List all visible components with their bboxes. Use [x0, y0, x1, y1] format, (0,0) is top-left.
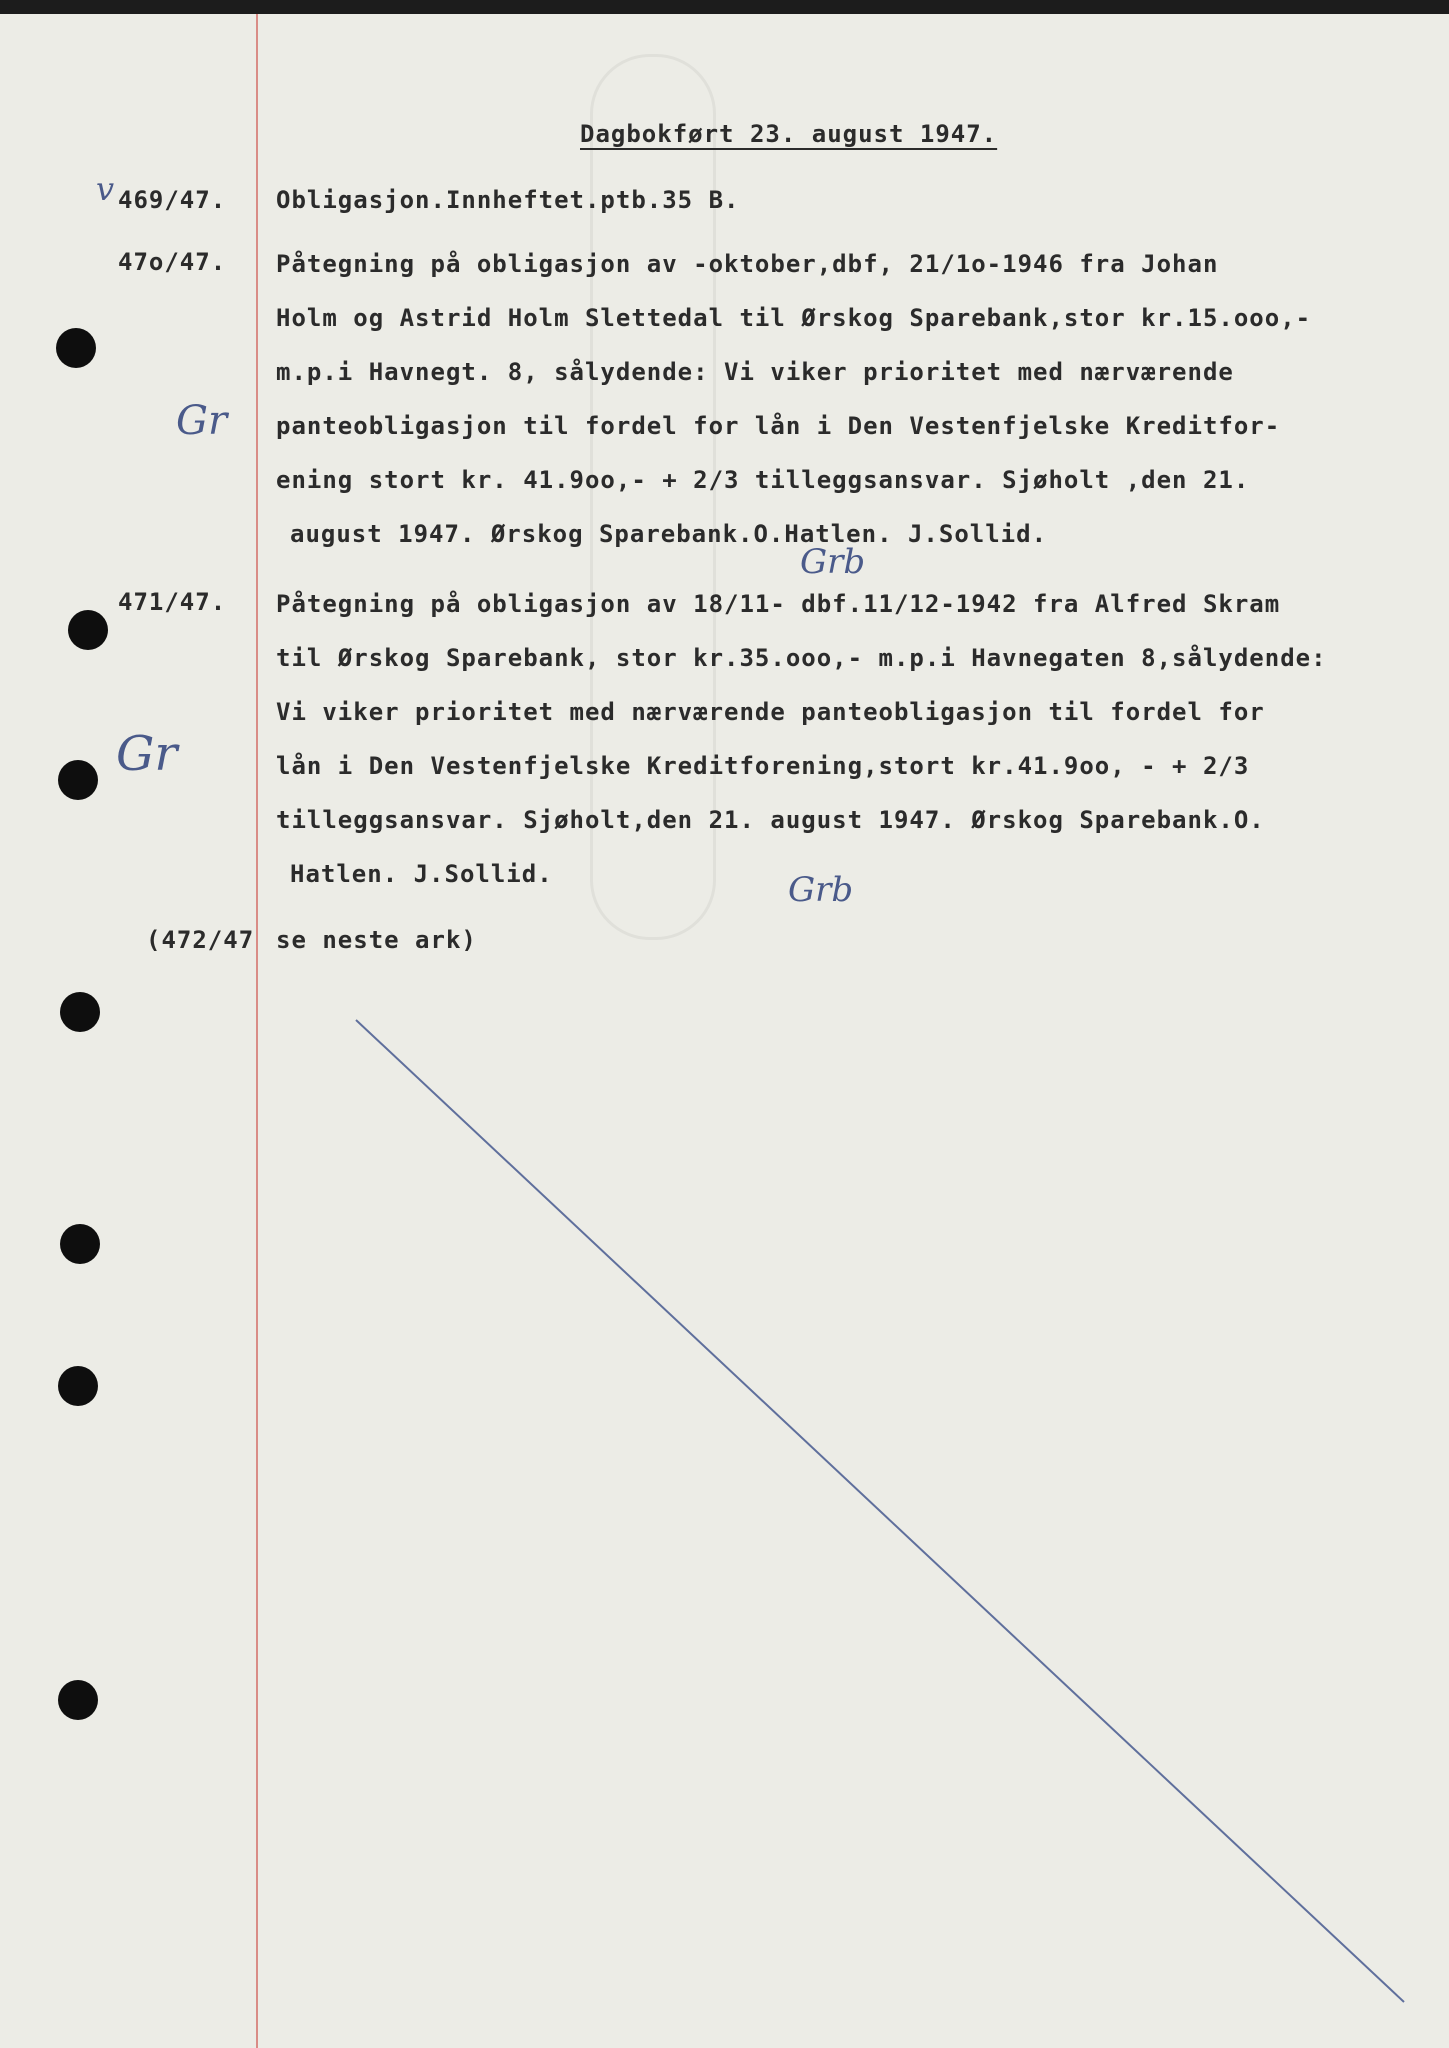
- handwritten-initials: Gr: [116, 726, 178, 782]
- entry-text-line: august 1947. Ørskog Sparebank.O.Hatlen. J.Sollid.: [290, 520, 1048, 548]
- entry-number: 469/47.: [118, 186, 227, 214]
- page-heading: Dagbokført 23. august 1947.: [580, 120, 998, 148]
- entry-number: 47o/47.: [118, 248, 227, 276]
- entry-text-line: Obligasjon.Innheftet.ptb.35 B.: [276, 186, 740, 214]
- entry-text-line: se neste ark): [276, 926, 477, 954]
- cancellation-line: [0, 14, 1449, 2048]
- entry-text-line: Holm og Astrid Holm Slettedal til Ørskog Sparebank,stor kr.15.ooo,-: [276, 304, 1312, 332]
- entry-text-line: tilleggsansvar. Sjøholt,den 21. august 1947. Ørskog Sparebank.O.: [276, 806, 1265, 834]
- scan-edge: [0, 0, 1449, 14]
- handwritten-signature: Grb: [800, 542, 866, 582]
- entry-text-line: til Ørskog Sparebank, stor kr.35.ooo,- m.p.i Havnegaten 8,sålydende:: [276, 644, 1327, 672]
- check-mark: v: [96, 170, 115, 208]
- entry-text-line: lån i Den Vestenfjelske Kreditforening,stort kr.41.9oo, - + 2/3: [276, 752, 1250, 780]
- entry-text-line: Hatlen. J.Sollid.: [290, 860, 553, 888]
- entry-text-line: Påtegning på obligasjon av 18/11- dbf.11/12-1942 fra Alfred Skram: [276, 590, 1281, 618]
- handwritten-initials: Gr: [176, 398, 228, 444]
- entry-text-line: Vi viker prioritet med nærværende panteobligasjon til fordel for: [276, 698, 1265, 726]
- entry-text-line: Påtegning på obligasjon av -oktober,dbf, 21/1o-1946 fra Johan: [276, 250, 1219, 278]
- entry-number: 471/47.: [118, 588, 227, 616]
- entry-text-line: m.p.i Havnegt. 8, sålydende: Vi viker prioritet med nærværende: [276, 358, 1234, 386]
- handwritten-signature: Grb: [788, 870, 854, 910]
- entry-number: (472/47: [146, 926, 255, 954]
- diagonal-strike-line: [356, 1020, 1404, 2002]
- ledger-page: [0, 14, 1449, 2048]
- entry-text-line: panteobligasjon til fordel for lån i Den Vestenfjelske Kreditfor-: [276, 412, 1281, 440]
- entry-text-line: ening stort kr. 41.9oo,- + 2/3 tilleggsansvar. Sjøholt ,den 21.: [276, 466, 1250, 494]
